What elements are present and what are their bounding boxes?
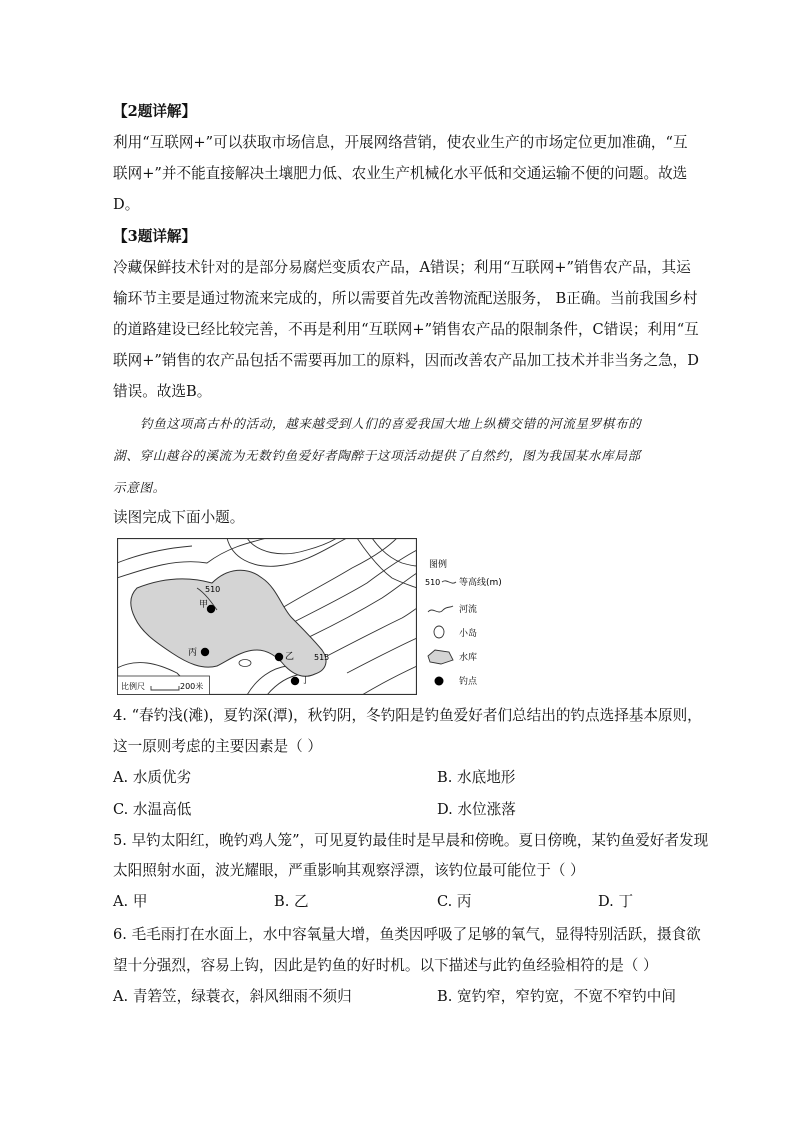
q3-heading: 【3题详解】 bbox=[113, 228, 197, 245]
contour-legend-icon bbox=[442, 581, 456, 583]
point-legend-icon bbox=[435, 677, 444, 686]
point-label-ding: 丁 bbox=[301, 676, 311, 686]
q2-line: D。 bbox=[113, 196, 140, 213]
q4-option-c: C. 水温高低 bbox=[113, 801, 192, 818]
q5-option-c: C. 丙 bbox=[437, 893, 472, 910]
q6-stem: 6. 毛毛雨打在水面上，水中容氧量大增，鱼类因呼吸了足够的氧气，显得特别活跃，摄食欲 bbox=[113, 926, 701, 943]
legend-island: 小岛 bbox=[459, 629, 478, 639]
legend-contour: 等高线(m) bbox=[459, 578, 502, 588]
q4-option-b: B. 水底地形 bbox=[437, 769, 516, 786]
passage-line: 湖、穿山越谷的溪流为无数钓鱼爱好者陶醉于这项活动提供了自然约，图为我国某水库局部 bbox=[113, 448, 641, 463]
fishing-point-bing bbox=[201, 648, 209, 656]
island bbox=[239, 660, 251, 667]
q5-stem: 5. 早钓太阳红，晚钓鸡人笼”，可见夏钓最佳时是早晨和傍晚。夏日傍晚，某钓鱼爱好者发现 bbox=[113, 832, 709, 849]
fishing-point-ding bbox=[291, 677, 299, 685]
q3-line: 错误。故选B。 bbox=[113, 383, 212, 400]
q4-stem: 这一原则考虑的主要因素是（ ） bbox=[113, 738, 322, 755]
reservoir-legend-icon bbox=[428, 650, 453, 664]
q2-heading: 【2题详解】 bbox=[113, 103, 197, 120]
legend-title: 图例 bbox=[429, 560, 448, 570]
map-legend bbox=[425, 556, 535, 688]
q6-option-b: B. 宽钓窄，窄钓宽，不宽不窄钓中间 bbox=[437, 988, 676, 1005]
q3-line: 的道路建设已经比较完善，不再是利用“互联网+”销售农产品的限制条件，C错误；利用“互 bbox=[113, 321, 699, 338]
q6-option-a: A. 青箬笠，绿蓑衣，斜风细雨不须归 bbox=[113, 988, 352, 1005]
passage-line: 钓鱼这项高古朴的活动，越来越受到人们的喜爱我国大地上纵横交错的河流星罗棋布的 bbox=[140, 416, 642, 431]
legend-point: 钓点 bbox=[459, 677, 478, 687]
q5-stem: 太阳照射水面，波光耀眼，严重影响其观察浮漂，该钓位最可能位于（ ） bbox=[113, 862, 585, 879]
q5-option-a: A. 甲 bbox=[113, 893, 148, 910]
q3-line: 输环节主要是通过物流来完成的，所以需要首先改善物流配送服务， B正确。当前我国乡村 bbox=[113, 290, 698, 307]
river-legend-icon bbox=[428, 606, 453, 612]
legend-reservoir: 水库 bbox=[459, 653, 478, 663]
point-label-bing: 丙 bbox=[188, 648, 198, 658]
legend-river: 河流 bbox=[459, 605, 478, 615]
q2-line: 利用“互联网+”可以获取市场信息，开展网络营销，使农业生产的市场定位更加准确，“互 bbox=[113, 134, 688, 151]
q3-line: 联网+”销售的农产品包括不需要再加工的原料，因而改善农产品加工技术并非当务之急，D bbox=[113, 352, 699, 369]
q3-line: 冷藏保鲜技术针对的是部分易腐烂变质农产品，A错误；利用“互联网+”销售农产品，其运 bbox=[113, 259, 691, 276]
reservoir-map bbox=[117, 538, 417, 695]
fishing-point-yi bbox=[275, 653, 283, 661]
passage-line: 示意图。 bbox=[113, 480, 166, 495]
q2-line: 联网+”并不能直接解决土壤肥力低、农业生产机械化水平低和交通运输不便的问题。故选 bbox=[113, 165, 688, 182]
fishing-point-jia bbox=[207, 605, 215, 613]
q4-option-d: D. 水位涨落 bbox=[437, 801, 516, 818]
scale-value: 200米 bbox=[180, 682, 204, 691]
island-legend-icon bbox=[434, 626, 444, 638]
q5-option-d: D. 丁 bbox=[598, 893, 634, 910]
q5-option-b: B. 乙 bbox=[274, 893, 309, 910]
point-label-jia: 甲 bbox=[199, 600, 209, 610]
passage-instruction: 读图完成下面小题。 bbox=[113, 509, 245, 526]
contour-label-515: 515 bbox=[314, 653, 330, 662]
legend-contour-value: 510 bbox=[425, 578, 441, 587]
q4-stem: 4. “春钓浅(滩)，夏钓深(潭)，秋钓阴，冬钓阳是钓鱼爱好者们总结出的钓点选择基本原则， bbox=[113, 707, 702, 724]
q4-option-a: A. 水质优劣 bbox=[113, 769, 192, 786]
scale-label: 比例尺 bbox=[121, 682, 145, 691]
contour-label-510: 510 bbox=[205, 585, 221, 594]
q6-stem: 望十分强烈，容易上钩，因此是钓鱼的好时机。以下描述与此钓鱼经验相符的是（ ） bbox=[113, 957, 658, 974]
point-label-yi: 乙 bbox=[285, 652, 295, 662]
